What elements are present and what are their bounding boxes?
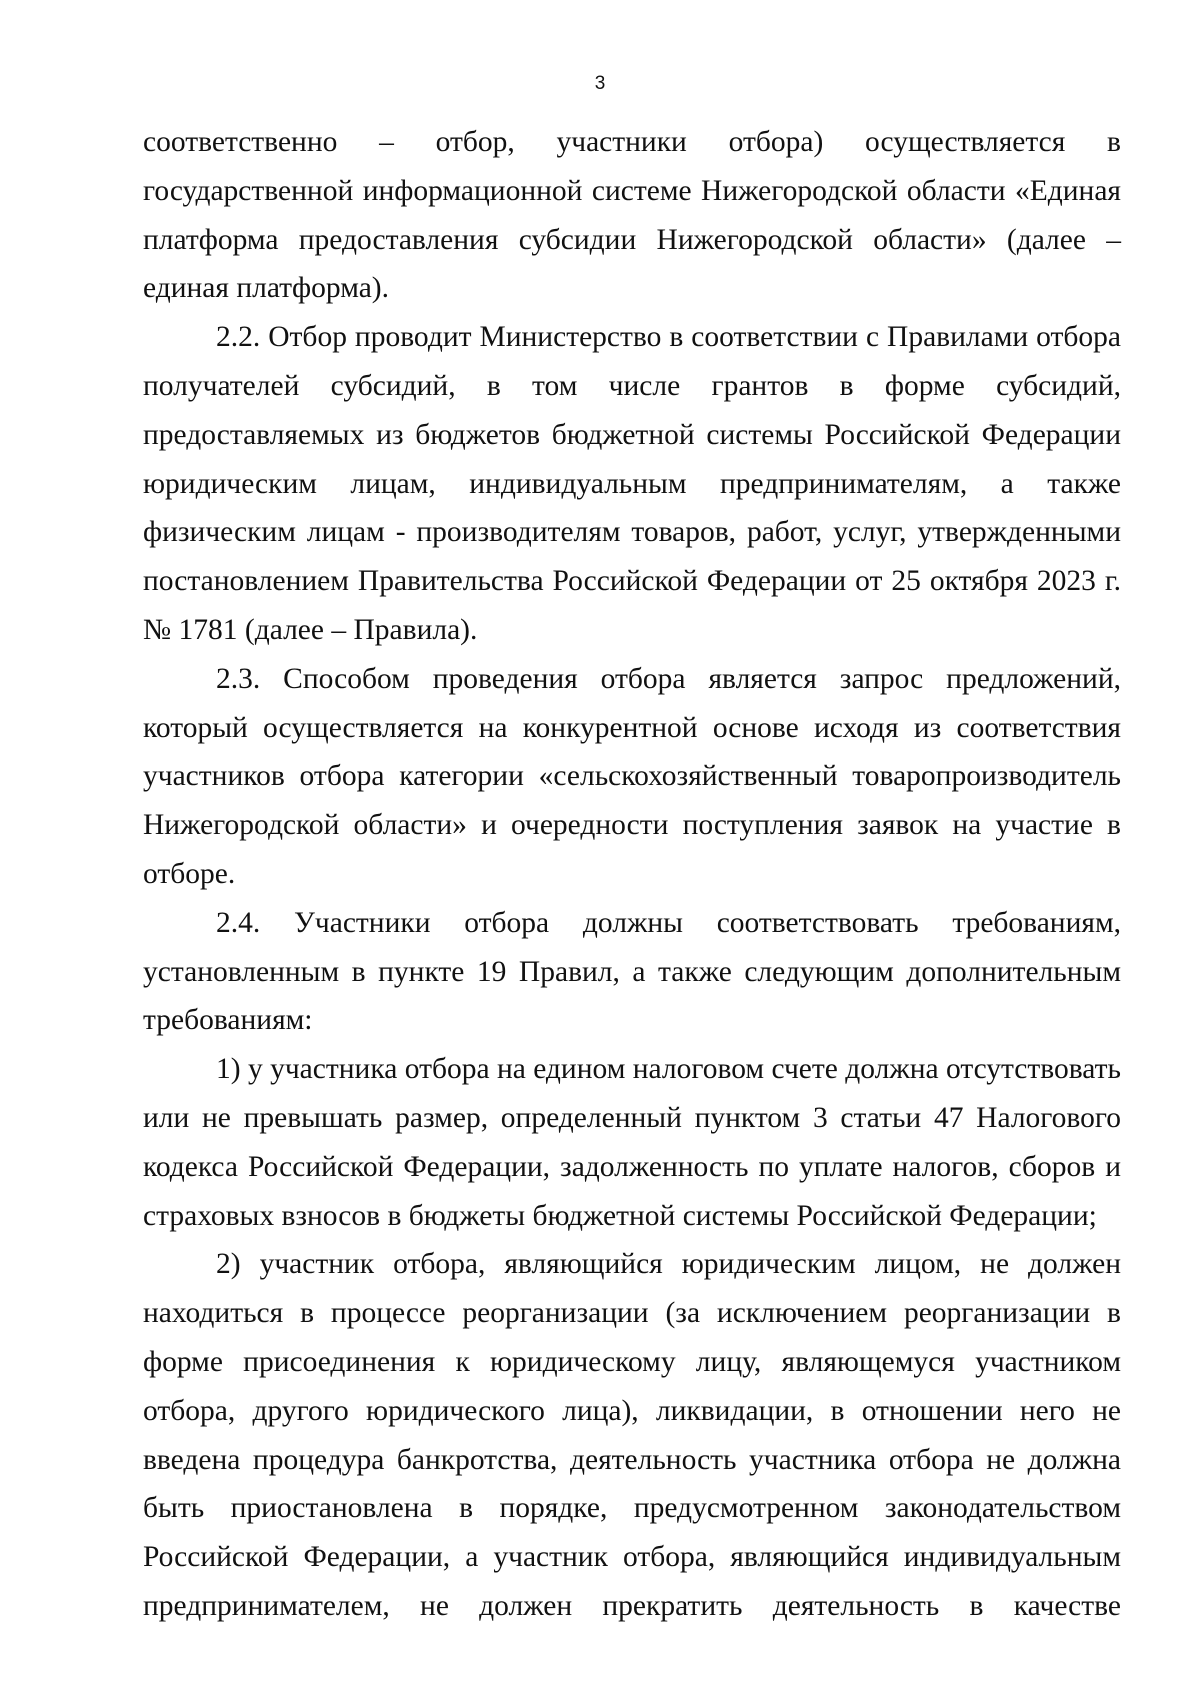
paragraph-2-2: 2.2. Отбор проводит Министерство в соответствии с Правилами отбора получателей субсидий, в том числе грантов в форме субсидий, предоставляемых из бюджетов бюджетной системы Российской Федерации юридическим лицам, индивидуальным предпринимателям, а также физическим лицам - производителям товаров, работ, услуг, утвержденными постановлением Правительства Российской Федерации от 25 октября 2023 г. № 1781 (далее – Правила). bbox=[143, 321, 1121, 646]
document-body bbox=[143, 118, 1121, 1631]
paragraph-requirement-1: 1) у участника отбора на едином налоговом счете должна отсутствовать или не превышать размер, определенный пунктом 3 статьи 47 Налогового кодекса Российской Федерации, задолженность по уплате налогов, сборов и страховых взносов в бюджеты бюджетной системы Российской Федерации; bbox=[143, 1053, 1121, 1232]
paragraph-requirement-2: 2) участник отбора, являющийся юридическим лицом, не должен находиться в процессе реорганизации (за исключением реорганизации в форме присоединения к юридическому лицу, являющемуся участником отбора, другого юридического лица), ликвидации, в отношении него не введена процедура банкротства, деятельность участника отбора не должна быть приостановлена в порядке, предусмотренном законодательством Российской Федерации, а участник отбора, являющийся индивидуальным предпринимателем, не должен прекратить деятельность в качестве bbox=[143, 1248, 1121, 1622]
paragraph-continuation: соответственно – отбор, участники отбора) осуществляется в государственной информационной системе Нижегородской области «Единая платформа предоставления субсидии Нижегородской области» (далее – единая платформа). bbox=[143, 126, 1121, 305]
paragraph-2-3: 2.3. Способом проведения отбора является запрос предложений, который осуществляется на конкурентной основе исходя из соответствия участников отбора категории «сельскохозяйственный товаропроизводитель Нижегородской области» и очередности поступления заявок на участие в отборе. bbox=[143, 662, 1121, 890]
page-number: 3 bbox=[594, 73, 606, 94]
paragraph-2-4: 2.4. Участники отбора должны соответствовать требованиям, установленным в пункте 19 Правил, а также следующим дополнительным требованиям: bbox=[143, 906, 1121, 1037]
